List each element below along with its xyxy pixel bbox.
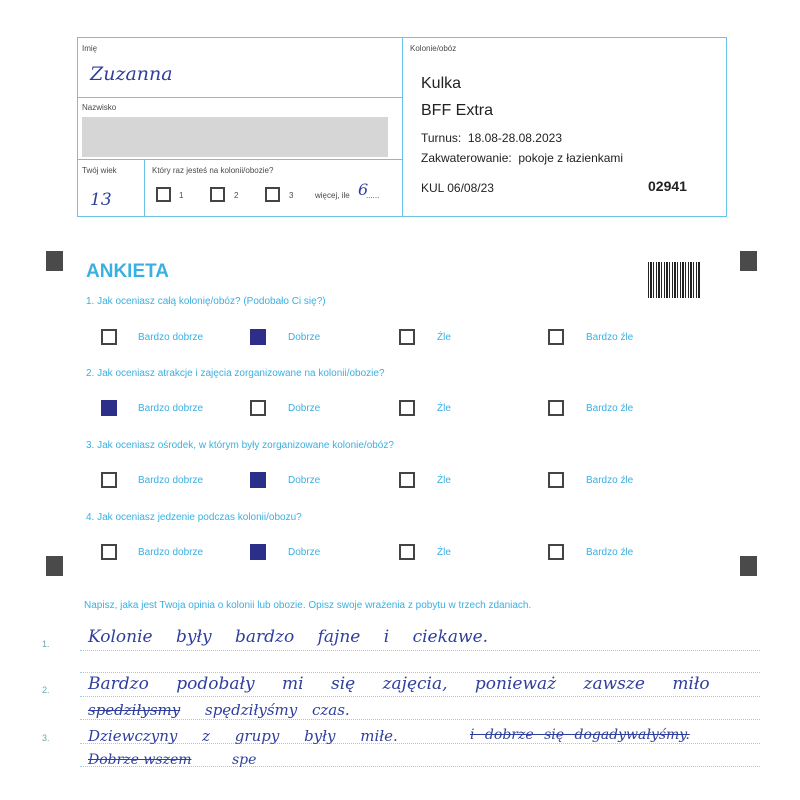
answer-option-label: Bardzo źle [586, 403, 634, 414]
registration-marker [46, 556, 63, 576]
registration-marker [46, 251, 63, 271]
times-option-2: 2 [234, 191, 239, 200]
answer-checkbox[interactable] [101, 400, 117, 416]
line-number-1: 1. [42, 639, 50, 649]
answer-checkbox[interactable] [548, 544, 564, 560]
answer-option-label: Bardzo źle [586, 332, 634, 343]
answer-checkbox[interactable] [548, 472, 564, 488]
answer-option-label: Bardzo dobrze [138, 547, 204, 558]
answer-option-label: Źle [437, 547, 451, 558]
answer-checkbox[interactable] [548, 400, 564, 416]
answer-line-2b: spędziłyśmy czas. [205, 701, 350, 719]
more-dots: ...... [366, 191, 380, 200]
answer-option-label: Źle [437, 332, 451, 343]
answer-line-3: Dziewczyny z grupy były miłe. [88, 727, 398, 745]
question-2: 2. Jak oceniasz atrakcje i zajęcia zorganizowane na kolonii/obozie? [86, 368, 385, 379]
registration-marker [740, 556, 757, 576]
registration-marker [740, 251, 757, 271]
answer-checkbox[interactable] [399, 544, 415, 560]
times-option-1: 1 [179, 191, 184, 200]
times-checkbox-1[interactable] [156, 187, 171, 202]
answer-option-label: Źle [437, 403, 451, 414]
age-label: Twój wiek [82, 166, 117, 175]
answer-option-label: Bardzo dobrze [138, 403, 204, 414]
camp-program: BFF Extra [421, 102, 494, 119]
more-label: więcej, ile [315, 191, 350, 200]
answer-option-label: Bardzo dobrze [138, 332, 204, 343]
answer-option-label: Bardzo źle [586, 547, 634, 558]
answer-line-1: Kolonie były bardzo fajne i ciekawe. [88, 627, 489, 647]
answer-line-2b-struck: spedziłysmy [88, 701, 181, 719]
writing-line [80, 696, 760, 697]
answer-option-label: Dobrze [288, 475, 321, 486]
header-divider-vertical [402, 37, 403, 217]
times-checkbox-2[interactable] [210, 187, 225, 202]
answer-option-label: Bardzo źle [586, 475, 634, 486]
more-value: 6 [358, 180, 369, 199]
header-divider-2 [77, 159, 402, 160]
header-divider-1 [77, 97, 402, 98]
accommodation: Zakwaterowanie: pokoje z łazienkami [421, 151, 624, 165]
answer-checkbox[interactable] [101, 472, 117, 488]
line-number-3: 3. [42, 733, 50, 743]
answer-checkbox[interactable] [250, 400, 266, 416]
writing-line [80, 719, 760, 720]
answer-option-label: Bardzo dobrze [138, 475, 204, 486]
times-option-3: 3 [289, 191, 294, 200]
times-label: Który raz jesteś na kolonii/obozie? [152, 166, 274, 175]
camp-code: KUL 06/08/23 [421, 181, 494, 195]
answer-line-2: Bardzo podobały mi się zajęcia, ponieważ zawsze miło [88, 674, 710, 694]
answer-checkbox[interactable] [250, 544, 266, 560]
question-1: 1. Jak oceniasz całą kolonię/obóz? (Podobało Ci się?) [86, 296, 326, 307]
answer-checkbox[interactable] [101, 544, 117, 560]
line-number-2: 2. [42, 685, 50, 695]
answer-checkbox[interactable] [399, 329, 415, 345]
camp-name: Kulka [421, 75, 462, 92]
answer-checkbox[interactable] [399, 400, 415, 416]
answer-option-label: Dobrze [288, 332, 321, 343]
age-value: 13 [90, 190, 112, 210]
answer-option-label: Dobrze [288, 547, 321, 558]
answer-checkbox[interactable] [399, 472, 415, 488]
times-checkbox-3[interactable] [265, 187, 280, 202]
answer-option-label: Źle [437, 475, 451, 486]
answer-line-4: spe [232, 752, 257, 768]
answer-checkbox[interactable] [250, 329, 266, 345]
question-3: 3. Jak oceniasz ośrodek, w którym były zorganizowane kolonie/obóz? [86, 440, 394, 451]
survey-title: ANKIETA [86, 261, 170, 282]
header-divider-age [144, 159, 145, 217]
form-number: 02941 [648, 178, 687, 194]
surname-redaction [82, 117, 388, 157]
turnus: Turnus: 18.08-28.08.2023 [421, 131, 562, 145]
answer-line-4-struck: Dobrze wszem [88, 752, 192, 768]
name-value: Zuzanna [90, 63, 173, 85]
answer-line-3-struck: i dobrze się dogadywałyśmy. [470, 727, 690, 743]
surname-label: Nazwisko [82, 103, 117, 112]
question-4: 4. Jak oceniasz jedzenie podczas kolonii/obozu? [86, 512, 302, 523]
writing-line [80, 672, 760, 673]
barcode [648, 262, 700, 298]
camp-label: Kolonie/obóz [410, 44, 457, 53]
answer-checkbox[interactable] [548, 329, 564, 345]
answer-option-label: Dobrze [288, 403, 321, 414]
opinion-prompt: Napisz, jaka jest Twoja opinia o kolonii lub obozie. Opisz swoje wrażenia z pobytu w trzech zdaniach. [84, 600, 532, 611]
writing-line [80, 650, 760, 651]
answer-checkbox[interactable] [250, 472, 266, 488]
answer-checkbox[interactable] [101, 329, 117, 345]
name-label: Imię [82, 44, 98, 53]
